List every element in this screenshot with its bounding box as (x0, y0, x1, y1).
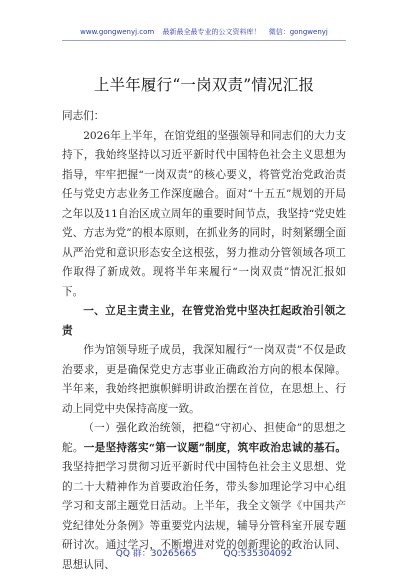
qq-contact: QQ:535304092 (223, 549, 293, 559)
intro-paragraph: 2026年上半年，在馆党组的坚强领导和同志们的大力支持下，我始终坚持以习近平新时代中国特色社会主义思想为指导，牢牢把握“一岗双责”的核心要义，将管党治党政治责任与党史方志业务工作深度融合。面对“十五五”规划的开局之年以及11自治区成立周年的重要时间节点，我坚持“党史姓党、方志为党”的根本原则，在抓业务的同时，时刻紧绷全面从严治党和意识形态安全这根弦，努力推动分管领域各项工作取得了新成效。现将半年来履行“一岗双责”情况汇报如下。 (62, 129, 346, 298)
wechat-id: 微信：gongwenyj (268, 28, 328, 36)
section-1-paragraph: 作为馆领导班子成员，我深知履行“一岗双责”不仅是政治要求，更是确保党史方志事业正确政治方向的根本保障。半年来，我始终把旗帜鲜明讲政治摆在首位，在思想上、行动上同党中央保持高度一致。 (62, 344, 346, 415)
document-title: 上半年履行“一岗双责”情况汇报 (93, 76, 315, 94)
qq-group: QQ 群：30265665 (115, 549, 197, 559)
subsection-1-bold-point: 一是坚持落实“第一议题”制度，筑牢政治忠诚的基石。 (83, 441, 347, 454)
document-body (62, 107, 346, 575)
salutation: 同志们： (62, 110, 105, 122)
bottom-banner (0, 548, 408, 560)
section-heading-1: 一、立足主责主业，在管党治党中坚决扛起政治引领之责 (62, 305, 346, 337)
website-link[interactable]: www.gongwenyj.com (80, 28, 155, 36)
top-banner (0, 27, 408, 37)
header-divider (62, 40, 346, 41)
banner-slogan: 最新最全最专业的公文资料库！ (162, 28, 261, 36)
subsection-1-text: 我坚持把学习贯彻习近平新时代中国特色社会主义思想、党的二十大精神作为首要政治任务，带头参加理论学习中心组学习和支部主题党日活动。上半年，我全文领学《中国共产党纪律处分条例》等重要党内法规，辅导分管科室开展专题研讨次。通过学习，不断增进对党的创新理论的政治认同、思想认同、 (62, 461, 346, 571)
subsection-1-lead: （一）强化政治统领，把稳“守初心、担使命”的思想之舵。 (62, 422, 346, 454)
